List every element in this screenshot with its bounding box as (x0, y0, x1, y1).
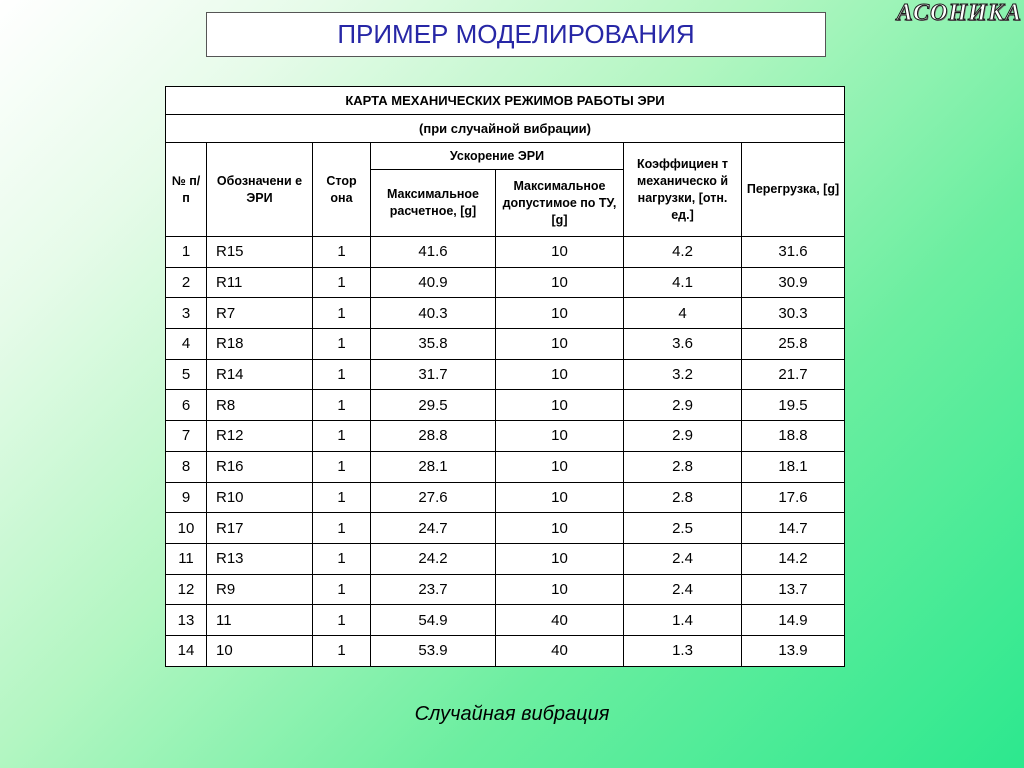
cell-designation: 10 (207, 635, 313, 666)
cell-side: 1 (313, 451, 371, 482)
cell-num: 8 (166, 451, 207, 482)
cell-max-calc: 23.7 (371, 574, 496, 605)
header-num: № п/ п (166, 143, 207, 237)
cell-side: 1 (313, 329, 371, 360)
cell-num: 6 (166, 390, 207, 421)
cell-max-allowed: 10 (496, 359, 624, 390)
cell-max-calc: 53.9 (371, 635, 496, 666)
slide-title: ПРИМЕР МОДЕЛИРОВАНИЯ (206, 12, 826, 57)
cell-side: 1 (313, 574, 371, 605)
cell-max-allowed: 40 (496, 605, 624, 636)
cell-designation: R14 (207, 359, 313, 390)
cell-designation: R7 (207, 298, 313, 329)
cell-side: 1 (313, 543, 371, 574)
cell-coefficient: 2.5 (624, 513, 742, 544)
cell-num: 11 (166, 543, 207, 574)
cell-overload: 21.7 (742, 359, 845, 390)
cell-max-allowed: 10 (496, 451, 624, 482)
cell-max-calc: 28.8 (371, 421, 496, 452)
table-row (166, 267, 845, 298)
cell-num: 14 (166, 635, 207, 666)
cell-coefficient: 4.2 (624, 237, 742, 268)
cell-overload: 31.6 (742, 237, 845, 268)
table-title: КАРТА МЕХАНИЧЕСКИХ РЕЖИМОВ РАБОТЫ ЭРИ (166, 87, 845, 115)
cell-designation: R9 (207, 574, 313, 605)
cell-max-allowed: 10 (496, 267, 624, 298)
header-overload: Перегрузка, [g] (742, 143, 845, 237)
cell-max-allowed: 10 (496, 298, 624, 329)
header-max-calc: Максимальное расчетное, [g] (371, 170, 496, 237)
cell-designation: 11 (207, 605, 313, 636)
cell-designation: R8 (207, 390, 313, 421)
cell-max-allowed: 10 (496, 543, 624, 574)
cell-coefficient: 2.8 (624, 482, 742, 513)
cell-coefficient: 3.6 (624, 329, 742, 360)
cell-overload: 18.8 (742, 421, 845, 452)
cell-num: 7 (166, 421, 207, 452)
header-designation: Обозначени е ЭРИ (207, 143, 313, 237)
cell-num: 1 (166, 237, 207, 268)
cell-overload: 14.2 (742, 543, 845, 574)
cell-max-calc: 24.7 (371, 513, 496, 544)
table-row (166, 635, 845, 666)
cell-num: 2 (166, 267, 207, 298)
cell-overload: 19.5 (742, 390, 845, 421)
table-row (166, 359, 845, 390)
cell-num: 4 (166, 329, 207, 360)
cell-side: 1 (313, 482, 371, 513)
cell-coefficient: 2.8 (624, 451, 742, 482)
header-coefficient: Коэффициен т механическо й нагрузки, [отн. ед.] (624, 143, 742, 237)
table-row (166, 482, 845, 513)
table-row (166, 390, 845, 421)
table-row (166, 329, 845, 360)
cell-side: 1 (313, 605, 371, 636)
cell-max-allowed: 40 (496, 635, 624, 666)
header-side: Стор она (313, 143, 371, 237)
cell-max-calc: 35.8 (371, 329, 496, 360)
cell-coefficient: 2.4 (624, 543, 742, 574)
cell-max-allowed: 10 (496, 482, 624, 513)
cell-coefficient: 1.4 (624, 605, 742, 636)
cell-side: 1 (313, 390, 371, 421)
cell-coefficient: 1.3 (624, 635, 742, 666)
cell-designation: R13 (207, 543, 313, 574)
cell-designation: R11 (207, 267, 313, 298)
cell-designation: R17 (207, 513, 313, 544)
mechanical-modes-table (165, 86, 845, 667)
table-body (166, 237, 845, 667)
cell-side: 1 (313, 635, 371, 666)
cell-num: 10 (166, 513, 207, 544)
cell-max-allowed: 10 (496, 390, 624, 421)
cell-side: 1 (313, 298, 371, 329)
cell-overload: 25.8 (742, 329, 845, 360)
cell-side: 1 (313, 421, 371, 452)
cell-max-calc: 24.2 (371, 543, 496, 574)
cell-max-calc: 54.9 (371, 605, 496, 636)
cell-side: 1 (313, 267, 371, 298)
cell-max-allowed: 10 (496, 513, 624, 544)
cell-max-allowed: 10 (496, 421, 624, 452)
cell-coefficient: 2.9 (624, 421, 742, 452)
cell-coefficient: 2.9 (624, 390, 742, 421)
mechanical-modes-table-container (165, 86, 845, 667)
cell-side: 1 (313, 359, 371, 390)
cell-overload: 18.1 (742, 451, 845, 482)
cell-num: 5 (166, 359, 207, 390)
table-row (166, 574, 845, 605)
cell-num: 12 (166, 574, 207, 605)
table-row (166, 421, 845, 452)
cell-designation: R12 (207, 421, 313, 452)
cell-max-calc: 41.6 (371, 237, 496, 268)
cell-max-allowed: 10 (496, 574, 624, 605)
cell-overload: 30.9 (742, 267, 845, 298)
cell-designation: R15 (207, 237, 313, 268)
cell-max-calc: 40.9 (371, 267, 496, 298)
cell-max-calc: 40.3 (371, 298, 496, 329)
cell-overload: 17.6 (742, 482, 845, 513)
cell-designation: R10 (207, 482, 313, 513)
slide-caption: Случайная вибрация (414, 703, 610, 725)
cell-coefficient: 4 (624, 298, 742, 329)
cell-max-calc: 29.5 (371, 390, 496, 421)
header-max-allowed: Максимальное допустимое по ТУ, [g] (496, 170, 624, 237)
cell-max-allowed: 10 (496, 237, 624, 268)
cell-coefficient: 3.2 (624, 359, 742, 390)
cell-side: 1 (313, 513, 371, 544)
cell-coefficient: 4.1 (624, 267, 742, 298)
cell-overload: 14.9 (742, 605, 845, 636)
table-row (166, 543, 845, 574)
cell-max-calc: 28.1 (371, 451, 496, 482)
cell-max-calc: 27.6 (371, 482, 496, 513)
table-row (166, 237, 845, 268)
cell-max-allowed: 10 (496, 329, 624, 360)
cell-side: 1 (313, 237, 371, 268)
table-row (166, 605, 845, 636)
cell-num: 13 (166, 605, 207, 636)
cell-overload: 30.3 (742, 298, 845, 329)
header-acceleration: Ускорение ЭРИ (371, 143, 624, 170)
cell-num: 9 (166, 482, 207, 513)
cell-num: 3 (166, 298, 207, 329)
cell-max-calc: 31.7 (371, 359, 496, 390)
table-row (166, 451, 845, 482)
table-subtitle: (при случайной вибрации) (166, 115, 845, 143)
cell-designation: R18 (207, 329, 313, 360)
table-row (166, 298, 845, 329)
table-row (166, 513, 845, 544)
cell-overload: 13.7 (742, 574, 845, 605)
cell-coefficient: 2.4 (624, 574, 742, 605)
cell-overload: 13.9 (742, 635, 845, 666)
asonika-logo: АСОНИКА (896, 0, 1022, 26)
cell-overload: 14.7 (742, 513, 845, 544)
cell-designation: R16 (207, 451, 313, 482)
